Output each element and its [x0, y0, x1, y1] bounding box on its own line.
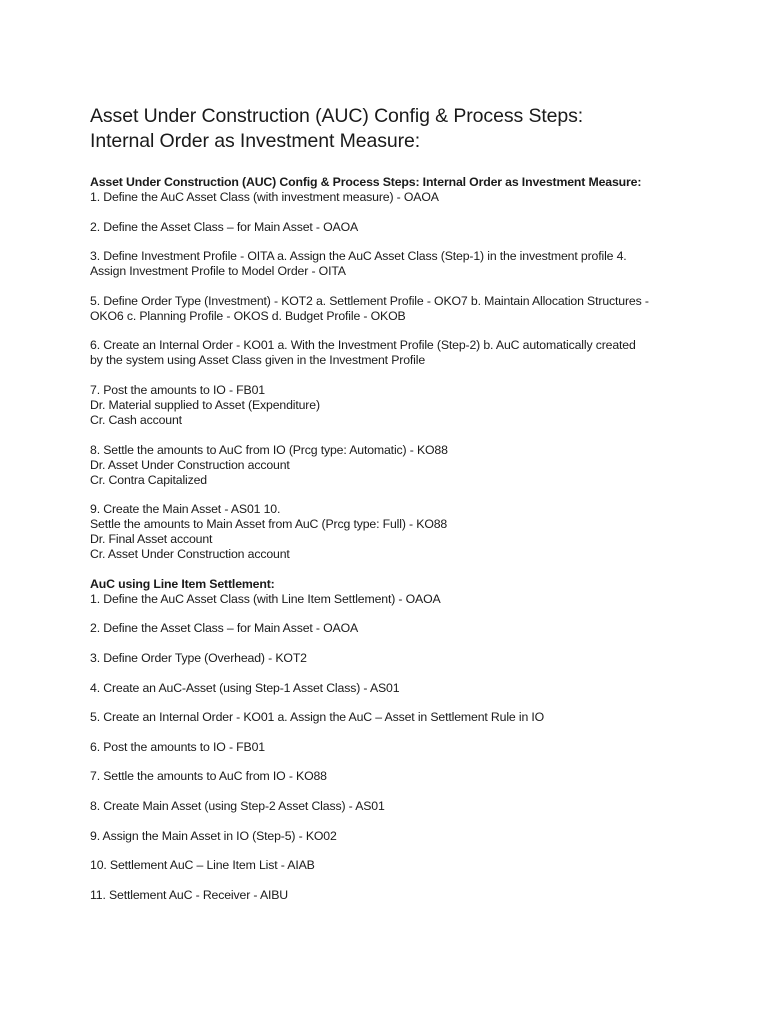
step-line: 5. Create an Internal Order - KO01 a. Assign the AuC – Asset in Settlement Rule in IO — [90, 710, 545, 725]
step-paragraph — [90, 829, 690, 844]
step-line: 1. Define the AuC Asset Class (with investment measure) - OAOA — [90, 190, 439, 204]
step-line: Dr. Final Asset account — [90, 532, 213, 547]
step-paragraph — [90, 651, 690, 666]
step-line: Cr. Contra Capitalized — [90, 472, 207, 487]
title-line-2: Internal Order as Investment Measure: — [90, 130, 421, 152]
step-paragraph — [90, 681, 690, 696]
step-paragraph — [90, 383, 690, 428]
step-line: 1. Define the AuC Asset Class (with Line Item Settlement) - OAOA — [90, 591, 441, 606]
step-line: 10. Settlement AuC – Line Item List - AIAB — [90, 858, 315, 873]
step-line: Cr. Asset Under Construction account — [90, 547, 290, 562]
step-paragraph — [90, 190, 690, 205]
step-paragraph — [90, 888, 690, 903]
section2-heading: AuC using Line Item Settlement: — [90, 576, 275, 591]
step-paragraph — [90, 294, 690, 324]
step-paragraph — [90, 769, 690, 784]
step-line: 4. Create an AuC-Asset (using Step-1 Asset Class) - AS01 — [90, 680, 400, 695]
step-line: 2. Define the Asset Class – for Main Asset - OAOA — [90, 621, 359, 636]
step-line: by the system using Asset Class given in the Investment Profile — [90, 353, 426, 368]
step-paragraph — [90, 799, 690, 814]
step-line: Settle the amounts to Main Asset from AuC (Prcg type: Full) - KO88 — [90, 517, 448, 532]
step-paragraph — [90, 592, 690, 607]
step-line: 5. Define Order Type (Investment) - KOT2 a. Settlement Profile - OKO7 b. Maintain Allocation Structures - — [90, 293, 649, 308]
step-paragraph — [90, 443, 690, 488]
step-paragraph — [90, 740, 690, 755]
section1-steps — [90, 190, 690, 562]
step-line: 9. Assign the Main Asset in IO (Step-5) - KO02 — [90, 828, 337, 843]
step-line: 3. Define Investment Profile - OITA a. Assign the AuC Asset Class (Step-1) in the investment profile 4. — [90, 249, 627, 264]
step-line: 2. Define the Asset Class – for Main Asset - OAOA — [90, 219, 359, 234]
step-paragraph — [90, 502, 690, 562]
step-line: 6. Post the amounts to IO - FB01 — [90, 739, 265, 754]
step-line: 7. Settle the amounts to AuC from IO - KO88 — [90, 769, 327, 784]
step-line: 6. Create an Internal Order - KO01 a. With the Investment Profile (Step-2) b. AuC automatically created — [90, 338, 636, 353]
step-line: 9. Create the Main Asset - AS01 10. — [90, 502, 281, 517]
document-title — [90, 104, 690, 154]
step-line: 3. Define Order Type (Overhead) - KOT2 — [90, 650, 307, 665]
step-line: Dr. Material supplied to Asset (Expenditure) — [90, 397, 320, 412]
step-paragraph — [90, 710, 690, 725]
step-line: 8. Settle the amounts to AuC from IO (Prcg type: Automatic) - KO88 — [90, 442, 448, 457]
step-line: Assign Investment Profile to Model Order - OITA — [90, 264, 346, 279]
step-paragraph — [90, 249, 690, 279]
step-paragraph — [90, 621, 690, 636]
step-line: 11. Settlement AuC - Receiver - AIBU — [90, 887, 289, 902]
document-page — [90, 104, 690, 917]
section2-steps — [90, 592, 690, 903]
step-line: Dr. Asset Under Construction account — [90, 457, 290, 472]
step-paragraph — [90, 338, 690, 368]
step-paragraph — [90, 220, 690, 235]
title-line-1: Asset Under Construction (AUC) Config & Process Steps: — [90, 105, 584, 127]
step-line: 7. Post the amounts to IO - FB01 — [90, 382, 265, 397]
step-line: 8. Create Main Asset (using Step-2 Asset Class) - AS01 — [90, 798, 385, 813]
section1-heading: Asset Under Construction (AUC) Config & Process Steps: Internal Order as Investment Measure: — [90, 175, 642, 189]
step-line: OKO6 c. Planning Profile - OKOS d. Budget Profile - OKOB — [90, 308, 406, 323]
step-line: Cr. Cash account — [90, 412, 182, 427]
step-paragraph — [90, 858, 690, 873]
